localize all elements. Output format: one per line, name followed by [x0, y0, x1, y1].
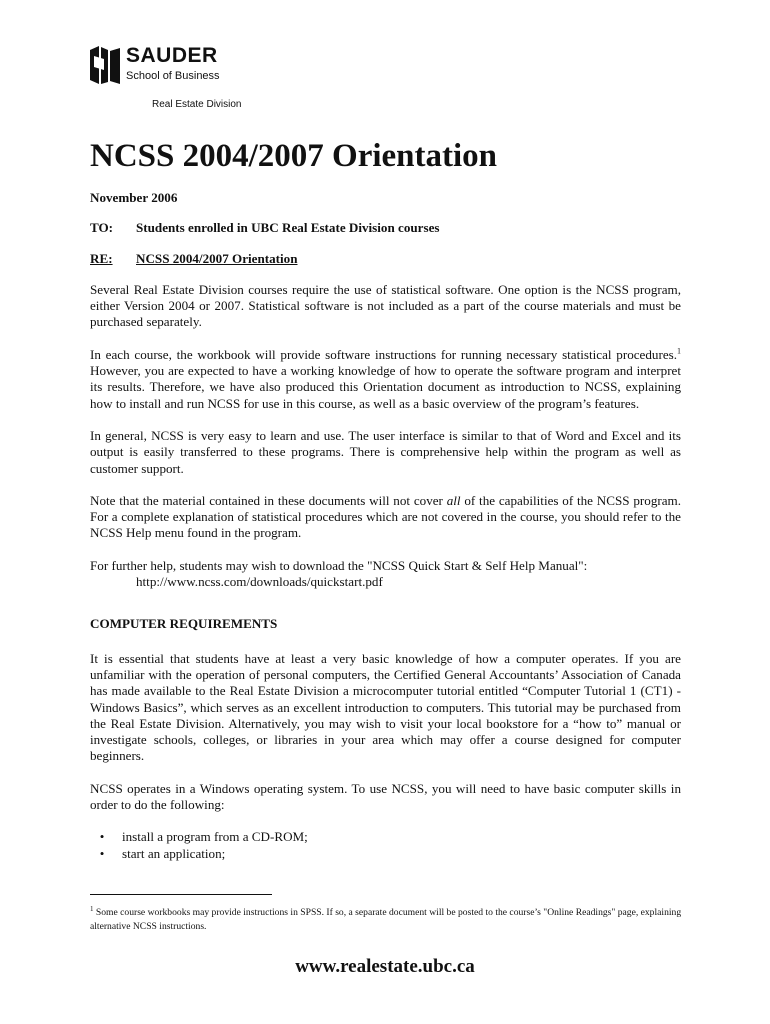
section-heading-computer-requirements: COMPUTER REQUIREMENTS	[90, 616, 278, 632]
sauder-logo-icon	[90, 46, 120, 84]
sauder-logo	[90, 44, 290, 114]
paragraph-general: In general, NCSS is very easy to learn and use. The user interface is similar to that of Word and Excel and its output is easily transferred to these programs. There is comprehensive help within the program as well as customer support.	[90, 427, 681, 476]
list-item-text: start an application;	[122, 845, 226, 861]
bullet-icon: •	[99, 829, 105, 845]
paragraph-workbook-rest: However, you are expected to have a working knowledge of how to operate the software program and interpret its results. Therefore, we have also produced this Orientation document as introduction to NCSS, explaining how to install and run NCSS for use in this course, as well as a basic overview of the program’s features.	[90, 363, 681, 411]
memo-date: November 2006	[90, 190, 178, 205]
memo-re-row	[90, 251, 681, 267]
list-item-text: install a program from a CD-ROM;	[122, 829, 308, 845]
quickstart-link[interactable]: http://www.ncss.com/downloads/quickstart.pdf	[136, 574, 383, 590]
requirements-list	[90, 829, 681, 862]
page-title: NCSS 2004/2007 Orientation	[90, 138, 498, 174]
paragraph-intro: Several Real Estate Division courses require the use of statistical software. One option is the NCSS program, either Version 2004 or 2007. Statistical software is not included as a part of the course materials and must be purchased separately.	[90, 281, 681, 330]
memo-to-label: TO:	[90, 220, 114, 236]
paragraph-further-help	[90, 558, 681, 591]
paragraph-note-start: Note that the material contained in these documents will not cover	[90, 492, 447, 508]
document-body	[90, 190, 681, 862]
footnote-divider	[90, 894, 272, 895]
footnote-mark: 1	[90, 904, 94, 913]
footer-website-link[interactable]: www.realestate.ubc.ca	[295, 956, 475, 977]
footnote-reference[interactable]: 1	[677, 346, 681, 356]
paragraph-further-help-text: For further help, students may wish to download the "NCSS Quick Start & Self Help Manual":	[90, 557, 588, 573]
paragraph-workbook	[90, 347, 681, 412]
memo-to-row	[90, 220, 681, 236]
logo-division: Real Estate Division	[152, 99, 242, 110]
footnote-text: Some course workbooks may provide instructions in SPSS. If so, a separate document will be posted to the course’s "Online Readings" page, explaining alternative NCSS instructions.	[90, 907, 682, 932]
footnote	[90, 906, 682, 934]
list-item	[90, 846, 681, 862]
logo-name: SAUDER	[126, 44, 218, 67]
bullet-icon: •	[99, 845, 105, 861]
memo-to-value: Students enrolled in UBC Real Estate Division courses	[136, 220, 440, 236]
paragraph-computer-knowledge: It is essential that students have at least a very basic knowledge of how a computer operates. If you are unfamiliar with the operation of personal computers, the Certified General Accountants’ Association of Canada has made available to the Real Estate Division a microcomputer tutorial entitled “Computer Tutorial 1 (CT1) - Windows Basics”, which serves as an excellent introduction to computers. This tutorial may be purchased from the Real Estate Division. Alternatively, you may wish to visit your local bookstore for a “how to” manual or investigate schools, colleges, or libraries in your area which may offer a course designed for computer beginners.	[90, 650, 681, 764]
memo-re-label: RE:	[90, 250, 113, 266]
list-item	[90, 829, 681, 845]
paragraph-workbook-start: In each course, the workbook will provide software instructions for running necessary statistical procedures.	[90, 346, 677, 362]
paragraph-note	[90, 493, 681, 542]
paragraph-windows: NCSS operates in a Windows operating system. To use NCSS, you will need to have basic computer skills in order to do the following:	[90, 780, 681, 813]
paragraph-note-emphasis: all	[446, 492, 461, 508]
paragraph-note-rest: of the capabilities of the NCSS program. For a complete explanation of statistical procedures which are not covered in the course, you should refer to the NCSS Help menu found in the program.	[90, 492, 681, 541]
logo-school: School of Business	[126, 70, 220, 82]
memo-re-value: NCSS 2004/2007 Orientation	[136, 250, 298, 266]
